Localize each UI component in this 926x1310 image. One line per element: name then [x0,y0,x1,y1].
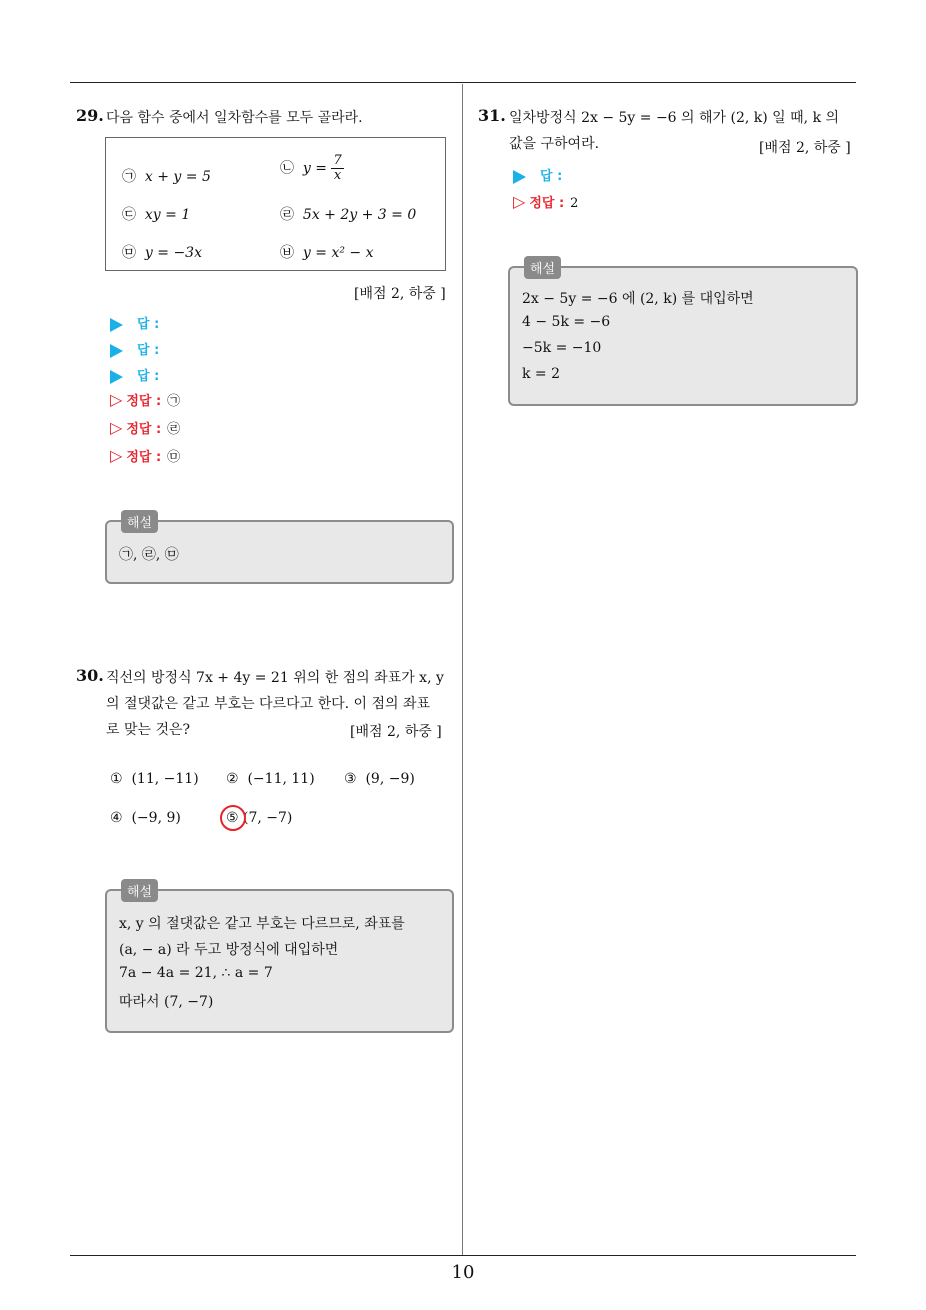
outline-triangle-icon: ▷ [110,446,123,465]
solution-tag: 해설 [121,879,158,902]
q30-line-3: 로 맞는 것은? [106,722,191,738]
q30-solution-box [105,885,454,1033]
q30-option-1[interactable]: ① (11, −11) [110,771,199,787]
q29-choice-c[interactable]: ㉢ xy = 1 [122,207,191,223]
q30-option-2[interactable]: ② (−11, 11) [226,771,315,787]
play-icon [110,318,123,332]
q29-choice-d[interactable]: ㉣ 5x + 2y + 3 = 0 [280,207,417,223]
top-rule [70,82,856,83]
q30-line-1: 직선의 방정식 7x + 4y = 21 위의 한 점의 좌표가 x, y [106,670,444,686]
solution-line: ㉠, ㉣, ㉤ [119,547,179,563]
q29-choice-e[interactable]: ㉤ y = −3x [122,245,202,261]
outline-triangle-icon: ▷ [513,192,526,211]
q29-answer-2[interactable]: 답 : [110,339,159,358]
q31-number: 31. [478,106,506,125]
q29-correct-2: ▷ 정답 : ㉣ [110,418,181,437]
q29-text: 다음 함수 중에서 일차함수를 모두 골라라. [106,110,363,126]
q31-line-2: 값을 구하여라. [509,136,600,152]
solution-line: k = 2 [522,366,561,382]
page-number: 10 [451,1262,475,1283]
play-icon [513,170,526,184]
q31-meta: [배점 2, 하중 ] [759,140,851,156]
q29-correct-3: ▷ 정답 : ㉤ [110,446,181,465]
bottom-rule [70,1255,856,1256]
q31-line-1: 일차방정식 2x − 5y = −6 의 해가 (2, k) 일 때, k 의 [509,110,840,126]
solution-line: 2x − 5y = −6 에 (2, k) 를 대입하면 [522,291,754,307]
q31-solution-box [508,262,858,406]
q30-option-5[interactable]: ⑤ (7, −7) [226,810,293,826]
q29-answer-3[interactable]: 답 : [110,365,159,384]
q30-line-2: 의 절댓값은 같고 부호는 다르다고 한다. 이 점의 좌표 [106,696,431,712]
outline-triangle-icon: ▷ [110,390,123,409]
q29-choice-f[interactable]: ㉥ y = x² − x [280,245,374,261]
solution-tag: 해설 [121,510,158,533]
q29-choice-b[interactable]: ㉡ y = $\frac{7}{x}$ [280,153,342,183]
q29-answer-1[interactable]: 답 : [110,313,159,332]
play-icon [110,370,123,384]
q31-correct: ▷ 정답 : 2 [513,192,579,211]
q29-correct-1: ▷ 정답 : ㉠ [110,390,181,409]
q30-option-3[interactable]: ③ (9, −9) [344,771,415,787]
q29-choice-a[interactable]: ㉠ x + y = 5 [122,169,211,185]
solution-line: −5k = −10 [522,340,602,356]
column-divider [462,84,463,1256]
q30-number: 30. [76,666,104,685]
q31-answer[interactable]: 답 : [513,165,562,184]
q29-solution-box [105,516,454,584]
q29-choice-box [105,137,446,271]
play-icon [110,344,123,358]
correct-circle-mark [220,805,246,831]
outline-triangle-icon: ▷ [110,418,123,437]
solution-line: (a, − a) 라 두고 방정식에 대입하면 [119,942,339,958]
solution-line: 4 − 5k = −6 [522,314,611,330]
q29-meta: [배점 2, 하중 ] [354,286,446,302]
q30-meta: [배점 2, 하중 ] [350,724,442,740]
solution-line: 따라서 (7, −7) [119,994,214,1010]
q30-option-4[interactable]: ④ (−9, 9) [110,810,181,826]
solution-line: x, y 의 절댓값은 같고 부호는 다르므로, 좌표를 [119,916,405,932]
q29-number: 29. [76,106,104,125]
solution-tag: 해설 [524,256,561,279]
solution-line: 7a − 4a = 21, ∴ a = 7 [119,965,273,981]
fraction: $\frac{7}{x}$ [333,153,342,183]
